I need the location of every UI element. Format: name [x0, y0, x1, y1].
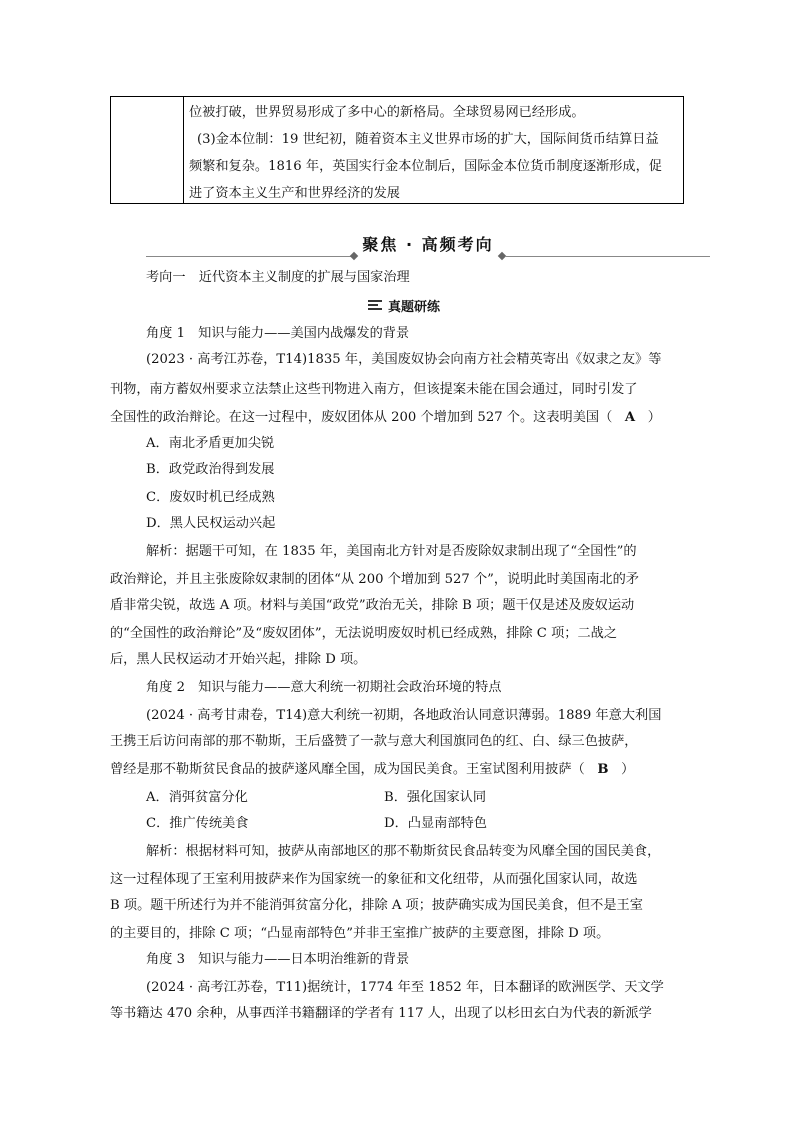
table-line: 位被打破，世界贸易形成了多中心的新格局。全球贸易网已经形成。 [189, 105, 585, 120]
q2-stem-text: 曾经是那不勒斯贫民食品的披萨遂风靡全国，成为国民美食。王室试图利用披萨（ [110, 762, 585, 777]
q2-stem-line: (2024 · 高考甘肃卷，T14)意大利统一初期，各地政治认同意识薄弱。1889 年意大利国 [146, 708, 662, 723]
q1-option-a: A．南北矛盾更加尖锐 [146, 436, 275, 451]
q2-option-a: A．消弭贫富分化 [146, 790, 248, 805]
q1-stem-text: 全国性的政治辩论。在这一过程中，废奴团体从 200 个增加到 527 个。这表明美国（ [110, 410, 613, 425]
q2-analysis-line: B 项。题干所述行为并不能消弭贫富分化，排除 A 项；披萨确实成为国民美食，但不是王室 [110, 898, 643, 913]
q1-analysis-line: 盾非常尖锐，故选 A 项。材料与美国“政党”政治无关，排除 B 项；题干仅是述及废奴运动 [110, 598, 635, 613]
q2-analysis-line: 这一过程体现了王室利用披萨来作为国家统一的象征和文化纽带，从而强化国家认同，故选 [110, 872, 638, 887]
q1-stem-line-last [110, 408, 661, 428]
q1-close-paren: ） [647, 410, 661, 425]
heading-rule-left [146, 256, 351, 257]
q3-stem-line: 等书籍达 470 余种，从事西洋书籍翻译的学者有 117 人，出现了以杉田玄白为代表的新派学 [110, 1006, 652, 1021]
q1-option-d: D．黑人民权运动兴起 [146, 516, 276, 531]
q2-analysis-line: 的主要目的，排除 C 项；“凸显南部特色”并非王室推广披萨的主要意图，排除 D 项。 [110, 926, 610, 941]
q2-option-b: B．强化国家认同 [384, 790, 487, 805]
q1-analysis-line: 后，黑人民权运动才开始兴起，排除 D 项。 [110, 652, 367, 667]
q1-angle: 角度 1 知识与能力——美国内战爆发的背景 [146, 326, 410, 341]
q1-stem-line: 刊物，南方蓄奴州要求立法禁止这些刊物进入南方，但该提案未能在国会通过，同时引发了 [110, 382, 638, 397]
table-line: 频繁和复杂。1816 年，英国实行金本位制后，国际金本位货币制度逐渐形成，促 [189, 159, 662, 174]
badge-text: 真题研练 [388, 299, 441, 315]
q2-stem-line: 王携王后访问南部的那不勒斯，王后盛赞了一款与意大利国旗同色的红、白、绿三色披萨， [110, 734, 638, 749]
q2-option-d: D．凸显南部特色 [384, 816, 487, 831]
heading-rule-right [505, 256, 710, 257]
section-title: 聚焦 · 高频考向 [362, 235, 494, 254]
q3-stem-line: (2024 · 高考江苏卷，T11)据统计，1774 年至 1852 年，日本翻译的欧洲医学、天文学 [146, 980, 664, 995]
q2-angle: 角度 2 知识与能力——意大利统一初期社会政治环境的特点 [146, 680, 502, 695]
section-heading [146, 232, 710, 260]
badge-label [368, 295, 440, 315]
q2-answer: B [597, 762, 609, 777]
list-icon [368, 299, 382, 311]
q1-option-c: C．废奴时机已经成熟 [146, 490, 275, 505]
q1-answer: A [624, 410, 636, 425]
table-line: 进了资本主义生产和世界经济的发展 [189, 186, 400, 201]
q1-analysis-line: 的“全国性的政治辩论”及“废奴团体”，无法说明废奴时机已经成熟，排除 C 项；二战之 [110, 626, 618, 641]
q1-analysis-line: 政治辩论，并且主张废除奴隶制的团体“从 200 个增加到 527 个”，说明此时美国南北的矛 [110, 572, 639, 587]
table-column-divider [183, 97, 184, 203]
summary-table [110, 96, 684, 204]
q3-angle: 角度 3 知识与能力——日本明治维新的背景 [146, 952, 410, 967]
q2-analysis-line: 解析：根据材料可知，披萨从南部地区的那不勒斯贫民食品转变为风靡全国的国民美食， [146, 844, 661, 859]
q1-analysis-line: 解析：据题干可知，在 1835 年，美国南北方针对是否废除奴隶制出现了“全国性”的 [146, 544, 637, 559]
table-line: (3)金本位制：19 世纪初，随着资本主义世界市场的扩大，国际间货币结算日益 [197, 132, 659, 147]
q2-option-c: C．推广传统美食 [146, 816, 249, 831]
table-content-cell [189, 99, 675, 207]
q1-option-b: B．政党政治得到发展 [146, 462, 275, 477]
q2-close-paren: ） [621, 762, 635, 777]
q2-stem-line-last [110, 760, 634, 780]
q1-stem-line: (2023 · 高考江苏卷，T14)1835 年，美国废奴协会向南方社会精英寄出《奴隶之友》等 [146, 352, 662, 367]
direction-title: 考向一 近代资本主义制度的扩展与国家治理 [146, 270, 410, 285]
